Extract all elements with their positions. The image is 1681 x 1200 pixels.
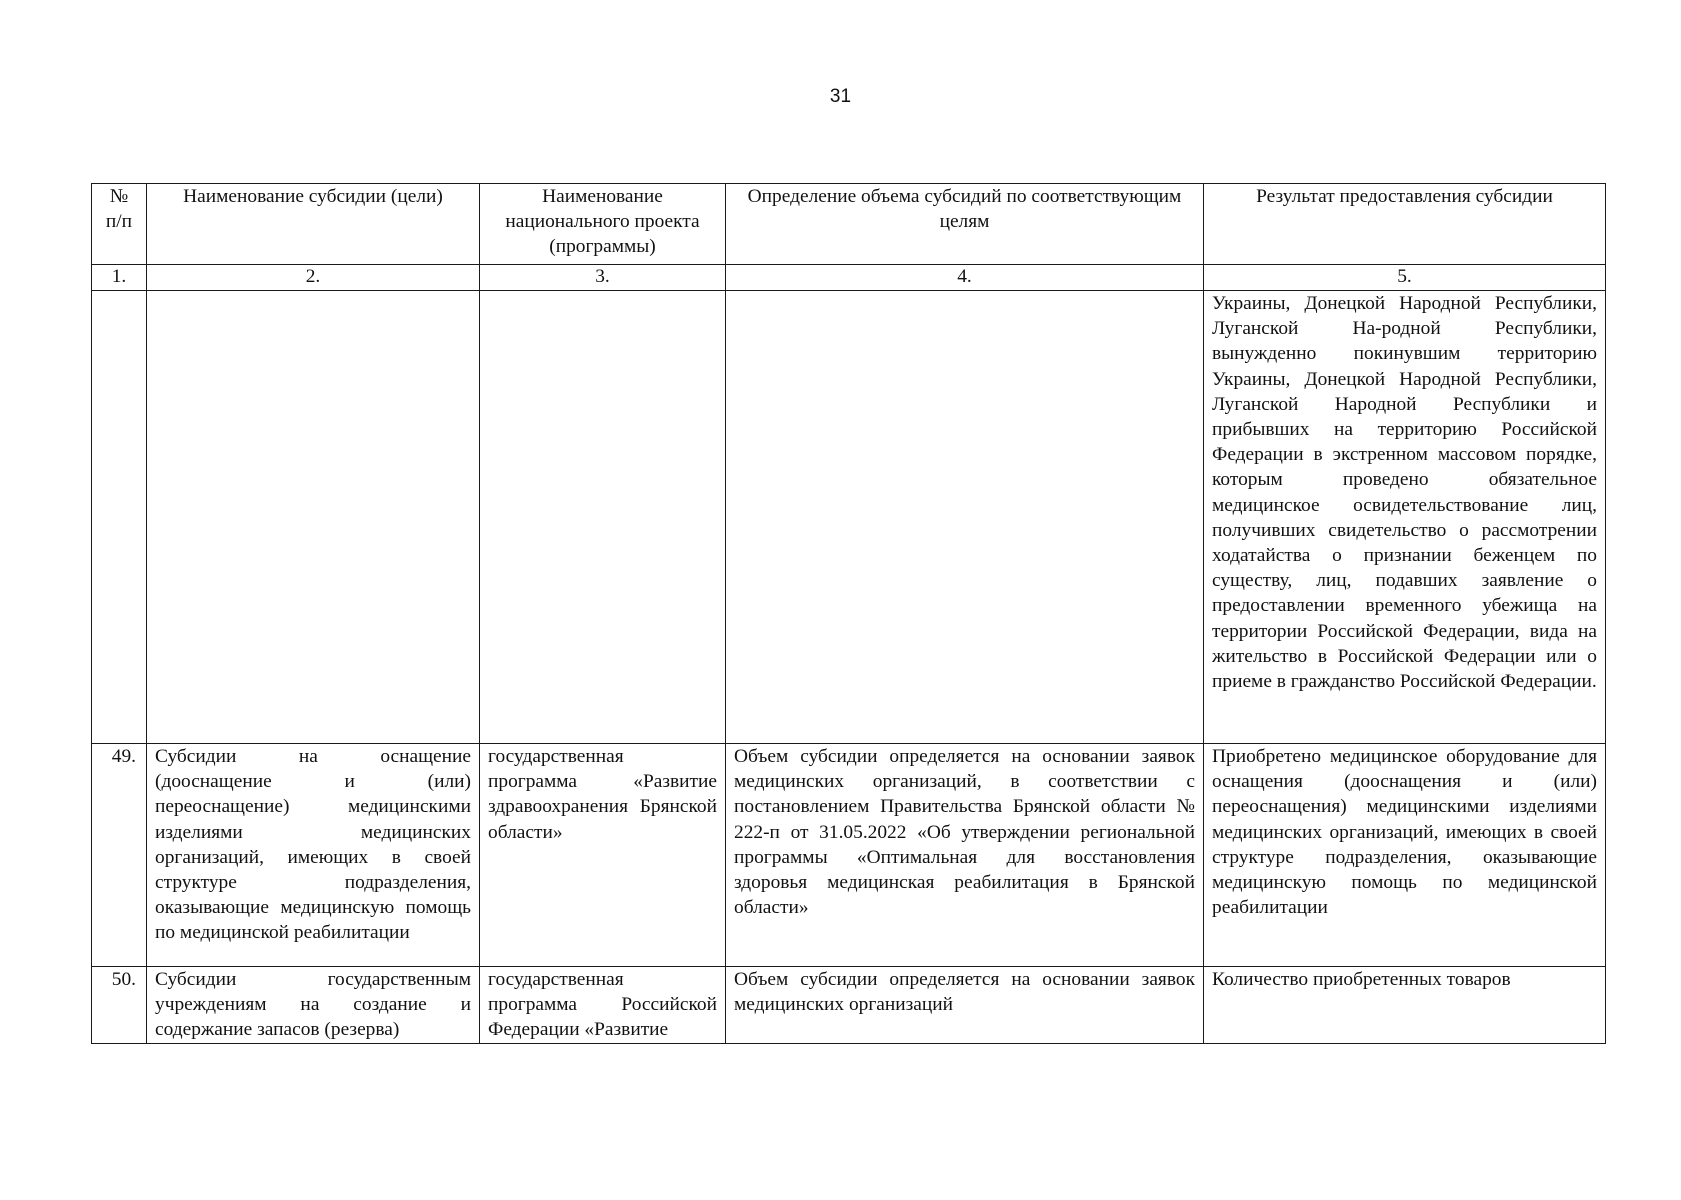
row-result: Количество приобретенных товаров: [1204, 967, 1606, 1044]
row-result: Украины, Донецкой Народной Республики, Луганской На-родной Республики, вынужденно покинувшим территорию Украины, Донецкой Народной Республики, Луганской Народной Республики и прибывших на территорию Российской Федерации в экстренном массовом порядке, которым проведено обязательное медицинское освидетельствование лиц, получивших свидетельство о рассмотрении ходатайства о признании беженцем по существу, лиц, подавших заявление о предоставлении временного убежища на территории Российской Федерации, вида на жительство в Российской Федерации или о приеме в гражданство Российской Федерации.: [1204, 291, 1606, 744]
header-project: Наименование национального проекта (программы): [480, 184, 726, 265]
header-num: № п/п: [92, 184, 147, 265]
row-num: 49.: [92, 744, 147, 967]
subsidy-table: [91, 183, 1606, 1044]
column-number-row: [92, 265, 1606, 291]
row-name: Субсидии на оснащение (дооснащение и (или) переоснащение) медицинскими изделиями медицинских организаций, имеющих в своей структуре подразделения, оказывающие медицинскую помощь по медицинской реабилитации: [147, 744, 480, 967]
column-number: 5.: [1204, 265, 1606, 291]
row-project: государственная программа «Развитие здравоохранения Брянской области»: [480, 744, 726, 967]
row-num: [92, 291, 147, 744]
row-volume: Объем субсидии определяется на основании заявок медицинских организаций, в соответствии с постановлением Правительства Брянской области № 222-п от 31.05.2022 «Об утверждении региональной программы «Оптимальная для восстановления здоровья медицинская реабилитация в Брянской области»: [726, 744, 1204, 967]
row-project: [480, 291, 726, 744]
row-result: Приобретено медицинское оборудование для оснащения (дооснащения и (или) переоснащения) медицинскими изделиями медицинских организаций, имеющих в своей структуре подразделения, оказывающие медицинскую помощь по медицинской реабилитации: [1204, 744, 1606, 967]
column-number: 2.: [147, 265, 480, 291]
header-result: Результат предоставления субсидии: [1204, 184, 1606, 265]
row-project: государственная программа Российской Федерации «Развитие: [480, 967, 726, 1044]
row-num: 50.: [92, 967, 147, 1044]
table-header-row: [92, 184, 1606, 265]
row-name: Субсидии государственным учреждениям на создание и содержание запасов (резерва): [147, 967, 480, 1044]
page-number: 31: [829, 86, 852, 107]
table-row: [92, 967, 1606, 1044]
column-number: 3.: [480, 265, 726, 291]
row-volume: Объем субсидии определяется на основании заявок медицинских организаций: [726, 967, 1204, 1044]
row-name: [147, 291, 480, 744]
table-row: [92, 291, 1606, 744]
row-volume: [726, 291, 1204, 744]
table-row: [92, 744, 1606, 967]
header-name: Наименование субсидии (цели): [147, 184, 480, 265]
header-volume: Определение объема субсидий по соответствующим целям: [726, 184, 1204, 265]
column-number: 1.: [92, 265, 147, 291]
column-number: 4.: [726, 265, 1204, 291]
